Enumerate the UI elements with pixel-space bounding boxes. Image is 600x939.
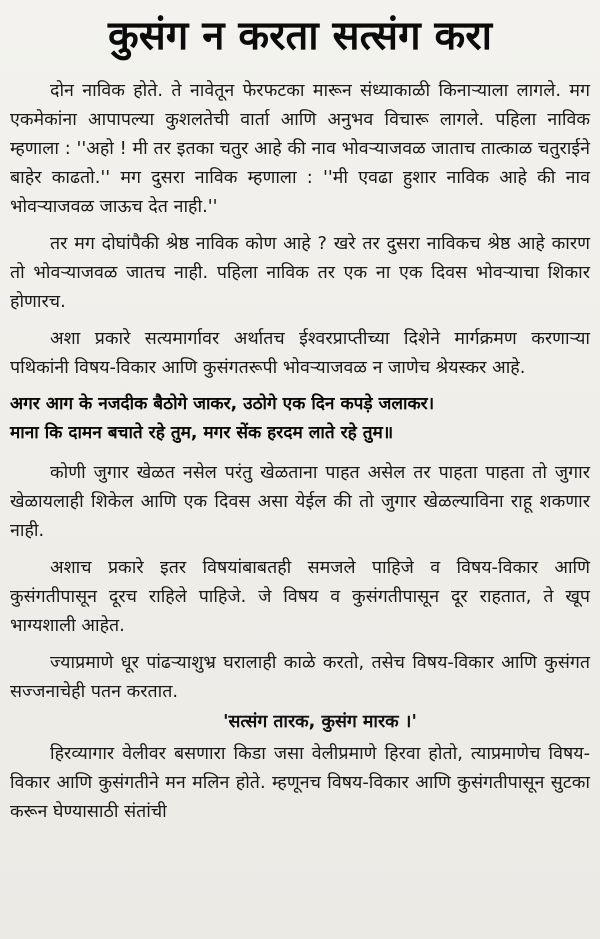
verse-line-2: माना कि दामन बचाते रहे तुम, मगर सेंक हरदम लाते रहे तुम॥ (10, 423, 394, 443)
paragraph-2: तर मग दोघांपैकी श्रेष्ठ नाविक कोण आहे ? खरे तर दुसरा नाविकच श्रेष्ठ आहे कारण तो भोवऱ्याजवळ जातच नाही. पहिला नाविक तर एक ना एक दिवस भोवऱ्याचा शिकार होणारच. (10, 233, 590, 312)
paragraph-1: दोन नाविक होते. ते नावेतून फेरफटका मारून संध्याकाळी किनाऱ्याला लागले. मग एकमेकांना आपापल्या कुशलतेची वार्ता आणि अनुभव विचारू लागले. पहिला नाविक म्हणाला : ''अहो ! मी तर इतका चतुर आहे की नाव भोवऱ्याजवळ जाताच तात्काळ चतुराईने बाहेर काढतो.'' मग दुसरा नाविक म्हणाला : ''मी एवढा हुशार नाविक आहे की नाव भोवऱ्याजवळ जाऊच देत नाही.'' (10, 80, 590, 217)
hindi-verse (10, 390, 590, 448)
paragraph-4: कोणी जुगार खेळत नसेल परंतु खेळताना पाहत असेल तर पाहता पाहता तो जुगार खेळायलाही शिकेल आणि एक दिवस असा येईल की तो जुगार खेळल्याविना राहू शकणार नाही. (10, 462, 590, 541)
paragraph-6: ज्याप्रमाणे धूर पांढऱ्याशुभ्र घरालाही काळे करतो, तसेच विषय-विकार आणि कुसंगत सज्जनाचेही पतन करतात. (10, 652, 590, 702)
paragraph-7: हिरव्यागार वेलीवर बसणारा किडा जसा वेलीप्रमाणे हिरवा होतो, त्याप्रमाणेच विषय-विकार आणि कुसंगतीने मन मलिन होते. म्हणूनच विषय-विकार आणि कुसंगतीपासून सुटका करून घेण्यासाठी संतांची (10, 743, 590, 822)
verse-line-1: अगर आग के नजदीक बैठोगे जाकर, उठोगे एक दिन कपड़े जलाकर। (10, 394, 435, 414)
page-title: कुसंग न करता सत्संग करा (108, 13, 492, 59)
paragraph-5: अशाच प्रकारे इतर विषयांबाबतही समजले पाहिजे व विषय-विकार आणि कुसंगतीपासून दूरच राहिले पाहिजे. जे विषय व कुसंगतीपासून दूर राहतात, ते खूप भाग्यशाली आहेत. (10, 557, 590, 636)
saying-quote: 'सत्संग तारक, कुसंग मारक ।' (223, 712, 417, 732)
paragraph-3: अशा प्रकारे सत्यमार्गावर अर्थातच ईश्वरप्राप्तीच्या दिशेने मार्गक्रमण करणाऱ्या पथिकांनी विषय-विकार आणि कुसंगतरूपी भोवऱ्याजवळ न जाणेच श्रेयस्कर आहे. (10, 328, 590, 378)
title-wrap (0, 12, 600, 60)
article-body (10, 76, 590, 834)
